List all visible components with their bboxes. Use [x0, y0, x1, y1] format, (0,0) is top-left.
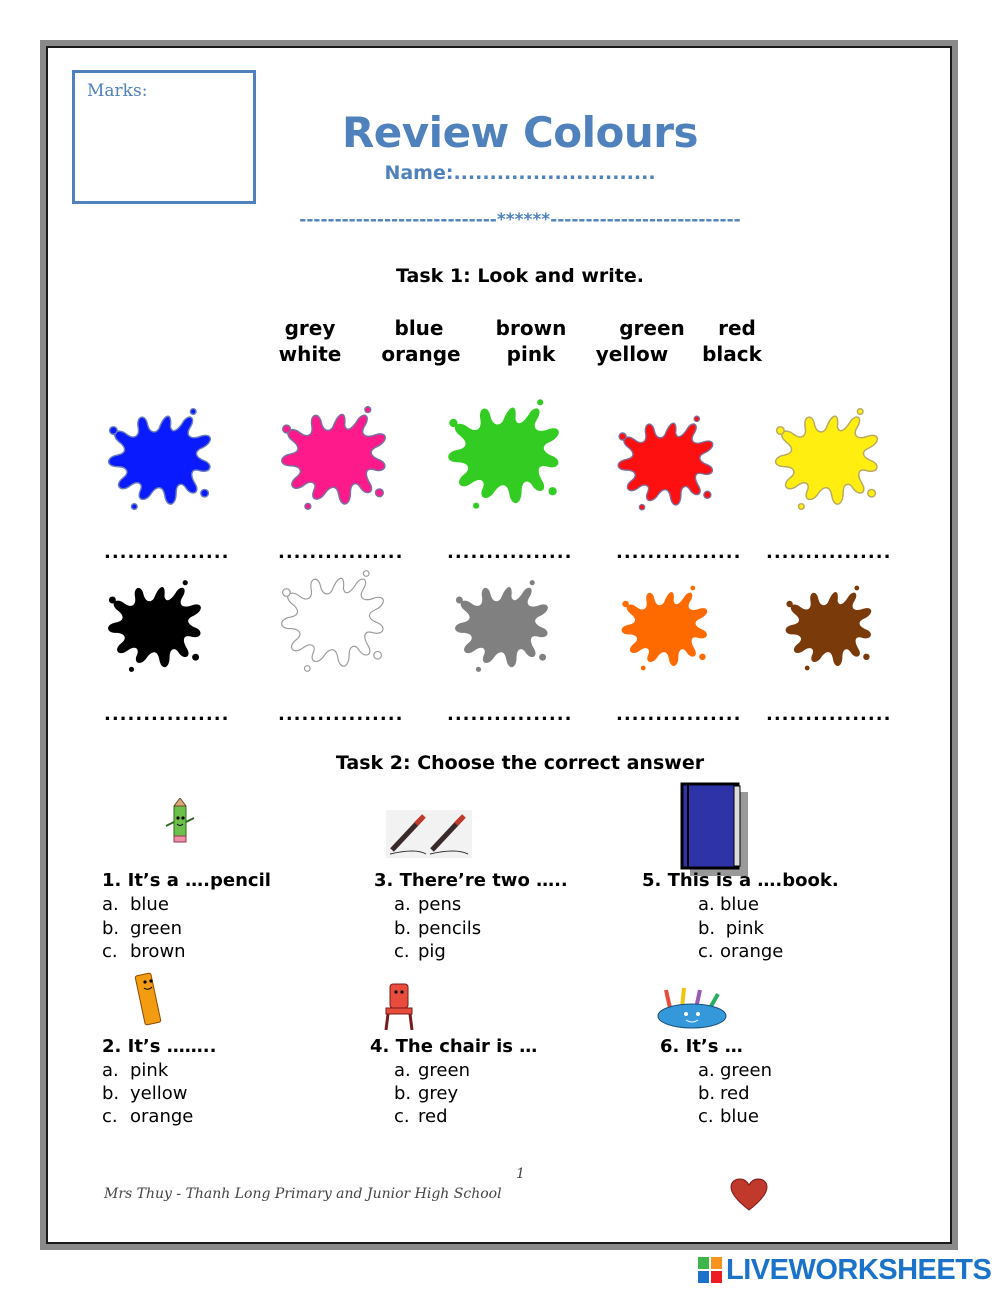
option-6c[interactable] [698, 1106, 759, 1127]
option-letter: b. [102, 918, 120, 939]
question-6: 6. It’s … [660, 1036, 743, 1057]
pink-paint-splat [272, 400, 394, 516]
option-letter: a. [102, 1060, 119, 1081]
option-letter: c. [394, 1106, 410, 1127]
word-bank-item: blue [394, 316, 444, 340]
pens-icon [386, 810, 472, 858]
option-text: red [418, 1106, 448, 1127]
question-3: 3. There’re two ….. [374, 870, 568, 891]
red-paint-splat [610, 410, 720, 516]
option-2a[interactable] [102, 1060, 168, 1081]
option-text: pig [418, 941, 446, 962]
option-6a[interactable] [698, 1060, 772, 1081]
option-3b[interactable] [394, 918, 481, 939]
option-letter: c. [698, 1106, 714, 1127]
option-text: orange [130, 1106, 194, 1127]
answer-blank[interactable]: ................ [447, 704, 573, 725]
option-letter: b. [698, 918, 716, 939]
green-pencil-icon [164, 798, 196, 850]
word-bank-item: green [619, 316, 685, 340]
marks-box[interactable] [72, 70, 256, 204]
option-letter: a. [394, 1060, 411, 1081]
answer-blank[interactable]: ................ [766, 542, 892, 563]
word-bank-item: brown [495, 316, 567, 340]
option-text: blue [720, 1106, 759, 1127]
answer-blank[interactable]: ................ [278, 542, 404, 563]
orange-ruler-icon [132, 972, 166, 1026]
task2-title: Task 2: Choose the correct answer [335, 752, 705, 774]
option-text: orange [720, 941, 784, 962]
option-letter: b. [102, 1083, 120, 1104]
option-text: grey [418, 1083, 459, 1104]
brand-name: LIVEWORKSHEETS [726, 1253, 992, 1286]
answer-blank[interactable]: ................ [616, 704, 742, 725]
option-text: green [418, 1060, 470, 1081]
option-letter: b. [698, 1083, 716, 1104]
heart-icon [730, 1178, 768, 1212]
word-bank-item: black [702, 342, 762, 366]
question-1: 1. It’s a ….pencil [102, 870, 271, 891]
option-text: pink [130, 1060, 169, 1081]
option-letter: c. [102, 1106, 118, 1127]
option-5a[interactable] [698, 894, 759, 915]
liveworksheets-logo[interactable] [698, 1254, 991, 1286]
option-3c[interactable] [394, 941, 446, 962]
option-text: pencils [418, 918, 482, 939]
word-bank-item: grey [284, 316, 336, 340]
option-text: red [720, 1083, 750, 1104]
option-letter: c. [698, 941, 714, 962]
divider: ----------------------------******--------------------------- [299, 210, 741, 230]
option-6b[interactable] [698, 1083, 750, 1104]
question-4: 4. The chair is … [370, 1036, 538, 1057]
word-bank-item: pink [506, 342, 556, 366]
name-field[interactable]: Name:............................ [384, 162, 656, 184]
green-paint-splat [436, 392, 570, 516]
blue-paint-splat [100, 402, 218, 516]
option-letter: c. [102, 941, 118, 962]
option-2c[interactable] [102, 1106, 193, 1127]
question-2: 2. It’s …….. [102, 1036, 217, 1057]
liveworksheets-icon [698, 1257, 722, 1283]
question-5: 5. This is a ….book. [642, 870, 839, 891]
option-5b[interactable] [698, 918, 764, 939]
option-letter: b. [394, 918, 412, 939]
option-letter: b. [394, 1083, 412, 1104]
option-2b[interactable] [102, 1083, 187, 1104]
red-chair-icon [380, 980, 418, 1032]
footer-credit: Mrs Thuy - Thanh Long Primary and Junior High School [104, 1186, 502, 1202]
word-bank-item: orange [381, 342, 461, 366]
word-bank-item: yellow [595, 342, 669, 366]
option-1c[interactable] [102, 941, 186, 962]
task1-title: Task 1: Look and write. [396, 265, 644, 287]
blue-book-icon [678, 780, 750, 876]
white-paint-splat [272, 564, 392, 678]
option-text: brown [130, 941, 186, 962]
option-letter: c. [394, 941, 410, 962]
option-letter: a. [698, 1060, 715, 1081]
brown-paint-splat [778, 580, 878, 676]
option-1a[interactable] [102, 894, 169, 915]
option-3a[interactable] [394, 894, 461, 915]
option-text: green [720, 1060, 772, 1081]
answer-blank[interactable]: ................ [104, 542, 230, 563]
option-letter: a. [102, 894, 119, 915]
black-paint-splat [100, 574, 208, 678]
option-text: green [130, 918, 182, 939]
option-5c[interactable] [698, 941, 783, 962]
option-text: pink [720, 918, 764, 939]
answer-blank[interactable]: ................ [616, 542, 742, 563]
option-text: blue [130, 894, 169, 915]
answer-blank[interactable]: ................ [104, 704, 230, 725]
option-letter: a. [698, 894, 715, 915]
blue-pencil-case-icon [656, 986, 728, 1030]
page-title: Review Colours [341, 108, 699, 157]
grey-paint-splat [446, 574, 556, 678]
option-1b[interactable] [102, 918, 182, 939]
option-4a[interactable] [394, 1060, 470, 1081]
answer-blank[interactable]: ................ [766, 704, 892, 725]
option-text: blue [720, 894, 759, 915]
page-number: 1 [516, 1166, 525, 1182]
option-text: yellow [130, 1083, 188, 1104]
orange-paint-splat [614, 580, 714, 676]
option-4b[interactable] [394, 1083, 458, 1104]
option-4c[interactable] [394, 1106, 448, 1127]
word-bank-item: red [718, 316, 756, 340]
marks-label: Marks: [87, 81, 148, 101]
answer-blank[interactable]: ................ [447, 542, 573, 563]
word-bank-item: white [278, 342, 342, 366]
option-text: pens [418, 894, 462, 915]
answer-blank[interactable]: ................ [278, 704, 404, 725]
yellow-paint-splat [766, 402, 886, 516]
option-letter: a. [394, 894, 411, 915]
